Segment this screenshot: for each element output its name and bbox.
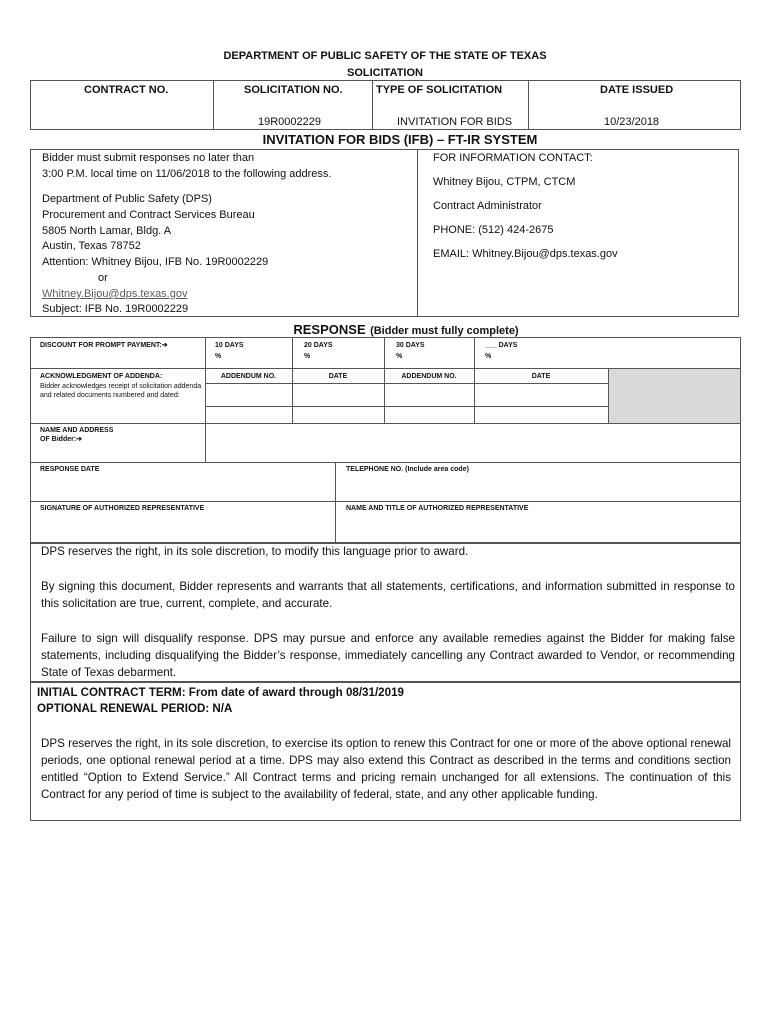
solicitation-title: SOLICITATION (347, 67, 423, 79)
solicitation-no-label: SOLICITATION NO. (244, 84, 343, 96)
discount-20-pct[interactable]: % (304, 353, 311, 360)
solicitation-no-value: 19R0002229 (258, 116, 322, 128)
optional-renewal: OPTIONAL RENEWAL PERIOD: N/A (37, 702, 233, 715)
discount-30-pct[interactable]: % (396, 353, 403, 360)
contact-phone: PHONE: (512) 424-2675 (433, 224, 554, 236)
contact-heading: FOR INFORMATION CONTACT: (433, 152, 593, 164)
discount-10-days: 10 DAYS (215, 342, 244, 349)
signature-label: SIGNATURE OF AUTHORIZED REPRESENTATIVE (40, 505, 205, 512)
renewal-paragraph: DPS reserves the right, in its sole discretion, to exercise its option to renew this Contract for one or more of the above optional renewal periods, one optional renewal period at a time. DPS may also extend this Contract as described in the terms and conditions section entitled “Option to Extend Service.” All Contract terms and pricing remain unchanged for all extensions. The continuation of this Contract for any period of time is subject to the availability of federal, state, and any other applicable funding. (41, 737, 731, 801)
contact-name: Whitney Bijou, CTPM, CTCM (433, 176, 576, 188)
terms-p1: DPS reserves the right, in its sole discretion, to modify this language prior to award. (41, 545, 469, 558)
deadline-line2: 3:00 P.M. local time on 11/06/2018 to the following address. (42, 168, 332, 180)
subject-line: Subject: IFB No. 19R0002229 (42, 303, 189, 315)
discount-x-pct[interactable]: % (485, 353, 492, 360)
solicitation-type-label: TYPE OF SOLICITATION (376, 84, 503, 96)
attention-line: Attention: Whitney Bijou, IFB No. 19R0002229 (42, 256, 269, 268)
department-title: DEPARTMENT OF PUBLIC SAFETY OF THE STATE OF TEXAS (223, 50, 547, 62)
solicitation-type-value: INVITATION FOR BIDS (397, 116, 513, 128)
contact-email: EMAIL: Whitney.Bijou@dps.texas.gov (433, 248, 618, 260)
addendum-no-header-2: ADDENDUM NO. (401, 373, 457, 380)
date-issued-value: 10/23/2018 (604, 116, 660, 128)
discount-30-days: 30 DAYS (396, 342, 425, 349)
deadline-line1: Bidder must submit responses no later than (42, 152, 255, 164)
ifb-title: INVITATION FOR BIDS (IFB) – FT-IR SYSTEM (262, 132, 538, 147)
telephone-label: TELEPHONE NO. (Include area code) (346, 466, 469, 473)
discount-20-days: 20 DAYS (304, 342, 333, 349)
addendum-no-header-1: ADDENDUM NO. (220, 373, 277, 380)
date-header-1: DATE (328, 373, 348, 380)
contract-no-label: CONTRACT NO. (84, 84, 169, 96)
terms-p3: Failure to sign will disqualify response. DPS may pursue and enforce any available remedies against the Bidder for making false statements, including disqualifying the Bidder’s response, immediately cancelling any Contract awarded to Vendor, or recommending State of Texas debarment. (41, 632, 735, 679)
discount-10-pct[interactable]: % (215, 353, 222, 360)
name-address-label: NAME AND ADDRESS (40, 427, 114, 434)
submission-email-link[interactable]: Whitney.Bijou@dps.texas.gov (42, 288, 188, 300)
date-header-2: DATE (531, 373, 551, 380)
initial-term: INITIAL CONTRACT TERM: From date of award through 08/31/2019 (37, 686, 404, 699)
ack-description: Bidder acknowledges receipt of solicitation addenda and related documents numbered and dated: (40, 383, 202, 399)
response-title: RESPONSE (293, 322, 366, 337)
response-subtitle: (Bidder must fully complete) (370, 325, 519, 337)
name-title-label: NAME AND TITLE OF AUTHORIZED REPRESENTATIVE (346, 505, 529, 512)
address-line1: Department of Public Safety (DPS) (42, 193, 212, 205)
address-line4: Austin, Texas 78752 (42, 240, 141, 252)
of-bidder-label: OF Bidder:➔ (40, 436, 83, 443)
contact-title: Contract Administrator (433, 200, 542, 212)
ack-label: ACKNOWLEDGMENT OF ADDENDA: (40, 373, 163, 380)
response-date-label: RESPONSE DATE (40, 466, 100, 473)
date-issued-label: DATE ISSUED (600, 84, 674, 96)
or-line: or (98, 272, 108, 284)
discount-x-days[interactable]: ___ DAYS (485, 342, 518, 349)
terms-p2: By signing this document, Bidder represents and warrants that all statements, certifications, and information submitted in response to this solicitation are true, current, complete, and accurate. (41, 580, 735, 610)
shaded-cell (609, 369, 740, 423)
discount-label: DISCOUNT FOR PROMPT PAYMENT:➔ (40, 342, 168, 349)
address-line3: 5805 North Lamar, Bldg. A (42, 225, 172, 237)
address-line2: Procurement and Contract Services Bureau (42, 209, 255, 221)
